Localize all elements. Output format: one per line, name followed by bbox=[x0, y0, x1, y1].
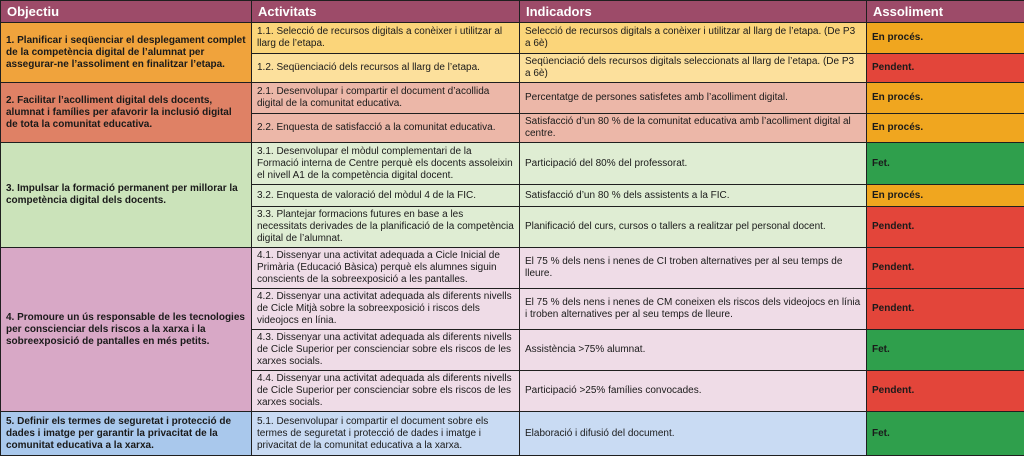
indicator-cell-4-2: El 75 % dels nens i nenes de CM coneixen els riscos dels videojocs en línia i troben alternatives per al seu temps de lleure. bbox=[520, 289, 867, 330]
indicator-cell-4-4: Participació >25% famílies convocades. bbox=[520, 371, 867, 412]
indicator-cell-3-2: Satisfacció d’un 80 % dels assistents a la FIC. bbox=[520, 185, 867, 207]
objective-cell-4: 4. Promoure un ús responsable de les tecnologies per conscienciar dels riscos a la xarxa i la sobreexposició de pantalles en més petits. bbox=[1, 248, 252, 412]
indicator-cell-2-2: Satisfacció d’un 80 % de la comunitat educativa amb l’acolliment digital al centre. bbox=[520, 114, 867, 143]
status-cell-2-1: En procés. bbox=[867, 83, 1024, 114]
status-cell-4-1: Pendent. bbox=[867, 248, 1024, 289]
indicator-cell-4-3: Assistència >75% alumnat. bbox=[520, 330, 867, 371]
activity-cell-1-2: 1.2. Seqüenciació dels recursos al llarg de l’etapa. bbox=[252, 54, 520, 83]
status-cell-1-2: Pendent. bbox=[867, 54, 1024, 83]
status-cell-3-1: Fet. bbox=[867, 143, 1024, 185]
col-header-objectiu: Objectiu bbox=[1, 1, 252, 23]
table-row bbox=[1, 248, 1024, 289]
objective-cell-3: 3. Impulsar la formació permanent per millorar la competència digital dels docents. bbox=[1, 143, 252, 248]
objective-cell-1: 1. Planificar i seqüenciar el desplegament complet de la competència digital de l’alumnat per assegurar-ne l’assoliment en finalitzar l’etapa. bbox=[1, 23, 252, 83]
objective-cell-2: 2. Facilitar l’acolliment digital dels docents, alumnat i famílies per afavorir la inclusió digital de tota la comunitat educativa. bbox=[1, 83, 252, 143]
status-cell-4-2: Pendent. bbox=[867, 289, 1024, 330]
header-row bbox=[1, 1, 1024, 23]
activity-cell-1-1: 1.1. Selecció de recursos digitals a conèixer i utilitzar al llarg de l’etapa. bbox=[252, 23, 520, 54]
indicator-cell-3-3: Planificació del curs, cursos o tallers a realitzar pel personal docent. bbox=[520, 207, 867, 248]
activity-cell-3-2: 3.2. Enquesta de valoració del mòdul 4 de la FIC. bbox=[252, 185, 520, 207]
activity-cell-3-1: 3.1. Desenvolupar el mòdul complementari de la Formació interna de Centre perquè els docents assoleixin el nivell A1 de la competència digital docent. bbox=[252, 143, 520, 185]
indicator-cell-3-1: Participació del 80% del professorat. bbox=[520, 143, 867, 185]
col-header-assoliment: Assoliment bbox=[867, 1, 1024, 23]
table-row bbox=[1, 143, 1024, 185]
activity-cell-4-3: 4.3. Dissenyar una activitat adequada als diferents nivells de Cicle Superior per conscienciar sobre els riscos de les xarxes socials. bbox=[252, 330, 520, 371]
activity-cell-4-4: 4.4. Dissenyar una activitat adequada als diferents nivells de Cicle Superior per conscienciar sobre els riscos de les xarxes socials. bbox=[252, 371, 520, 412]
indicator-cell-5-1: Elaboració i difusió del document. bbox=[520, 412, 867, 456]
activity-cell-5-1: 5.1. Desenvolupar i compartir el document sobre els termes de seguretat i protecció de dades i imatge i privacitat de la comunitat educativa a la xarxa. bbox=[252, 412, 520, 456]
status-cell-5-1: Fet. bbox=[867, 412, 1024, 456]
table-row bbox=[1, 23, 1024, 54]
col-header-indicadors: Indicadors bbox=[520, 1, 867, 23]
status-cell-3-2: En procés. bbox=[867, 185, 1024, 207]
status-cell-2-2: En procés. bbox=[867, 114, 1024, 143]
activity-cell-2-2: 2.2. Enquesta de satisfacció a la comunitat educativa. bbox=[252, 114, 520, 143]
indicator-cell-4-1: El 75 % dels nens i nenes de CI troben alternatives per al seu temps de lleure. bbox=[520, 248, 867, 289]
indicator-cell-1-2: Seqüenciació dels recursos digitals seleccionats al llarg de l’etapa. (De P3 a 6è) bbox=[520, 54, 867, 83]
indicator-cell-1-1: Selecció de recursos digitals a conèixer i utilitzar al llarg de l’etapa. (De P3 a 6è) bbox=[520, 23, 867, 54]
status-cell-4-3: Fet. bbox=[867, 330, 1024, 371]
activity-cell-3-3: 3.3. Plantejar formacions futures en base a les necessitats derivades de la planificació de la competència digital de l’alumnat. bbox=[252, 207, 520, 248]
activity-cell-4-1: 4.1. Dissenyar una activitat adequada a Cicle Inicial de Primària (Educació Bàsica) perquè els alumnes siguin conscients de la sobreexposició a les pantalles. bbox=[252, 248, 520, 289]
status-cell-4-4: Pendent. bbox=[867, 371, 1024, 412]
col-header-activitats: Activitats bbox=[252, 1, 520, 23]
table-row bbox=[1, 83, 1024, 114]
table-row bbox=[1, 412, 1024, 456]
status-cell-3-3: Pendent. bbox=[867, 207, 1024, 248]
indicator-cell-2-1: Percentatge de persones satisfetes amb l’acolliment digital. bbox=[520, 83, 867, 114]
activity-cell-2-1: 2.1. Desenvolupar i compartir el document d’acollida digital de la comunitat educativa. bbox=[252, 83, 520, 114]
activity-cell-4-2: 4.2. Dissenyar una activitat adequada als diferents nivells de Cicle Mitjà sobre la sobreexposició i riscos dels videojocs en línia. bbox=[252, 289, 520, 330]
status-cell-1-1: En procés. bbox=[867, 23, 1024, 54]
objective-cell-5: 5. Definir els termes de seguretat i protecció de dades i imatge per garantir la privacitat de la comunitat educativa a la xarxa. bbox=[1, 412, 252, 456]
